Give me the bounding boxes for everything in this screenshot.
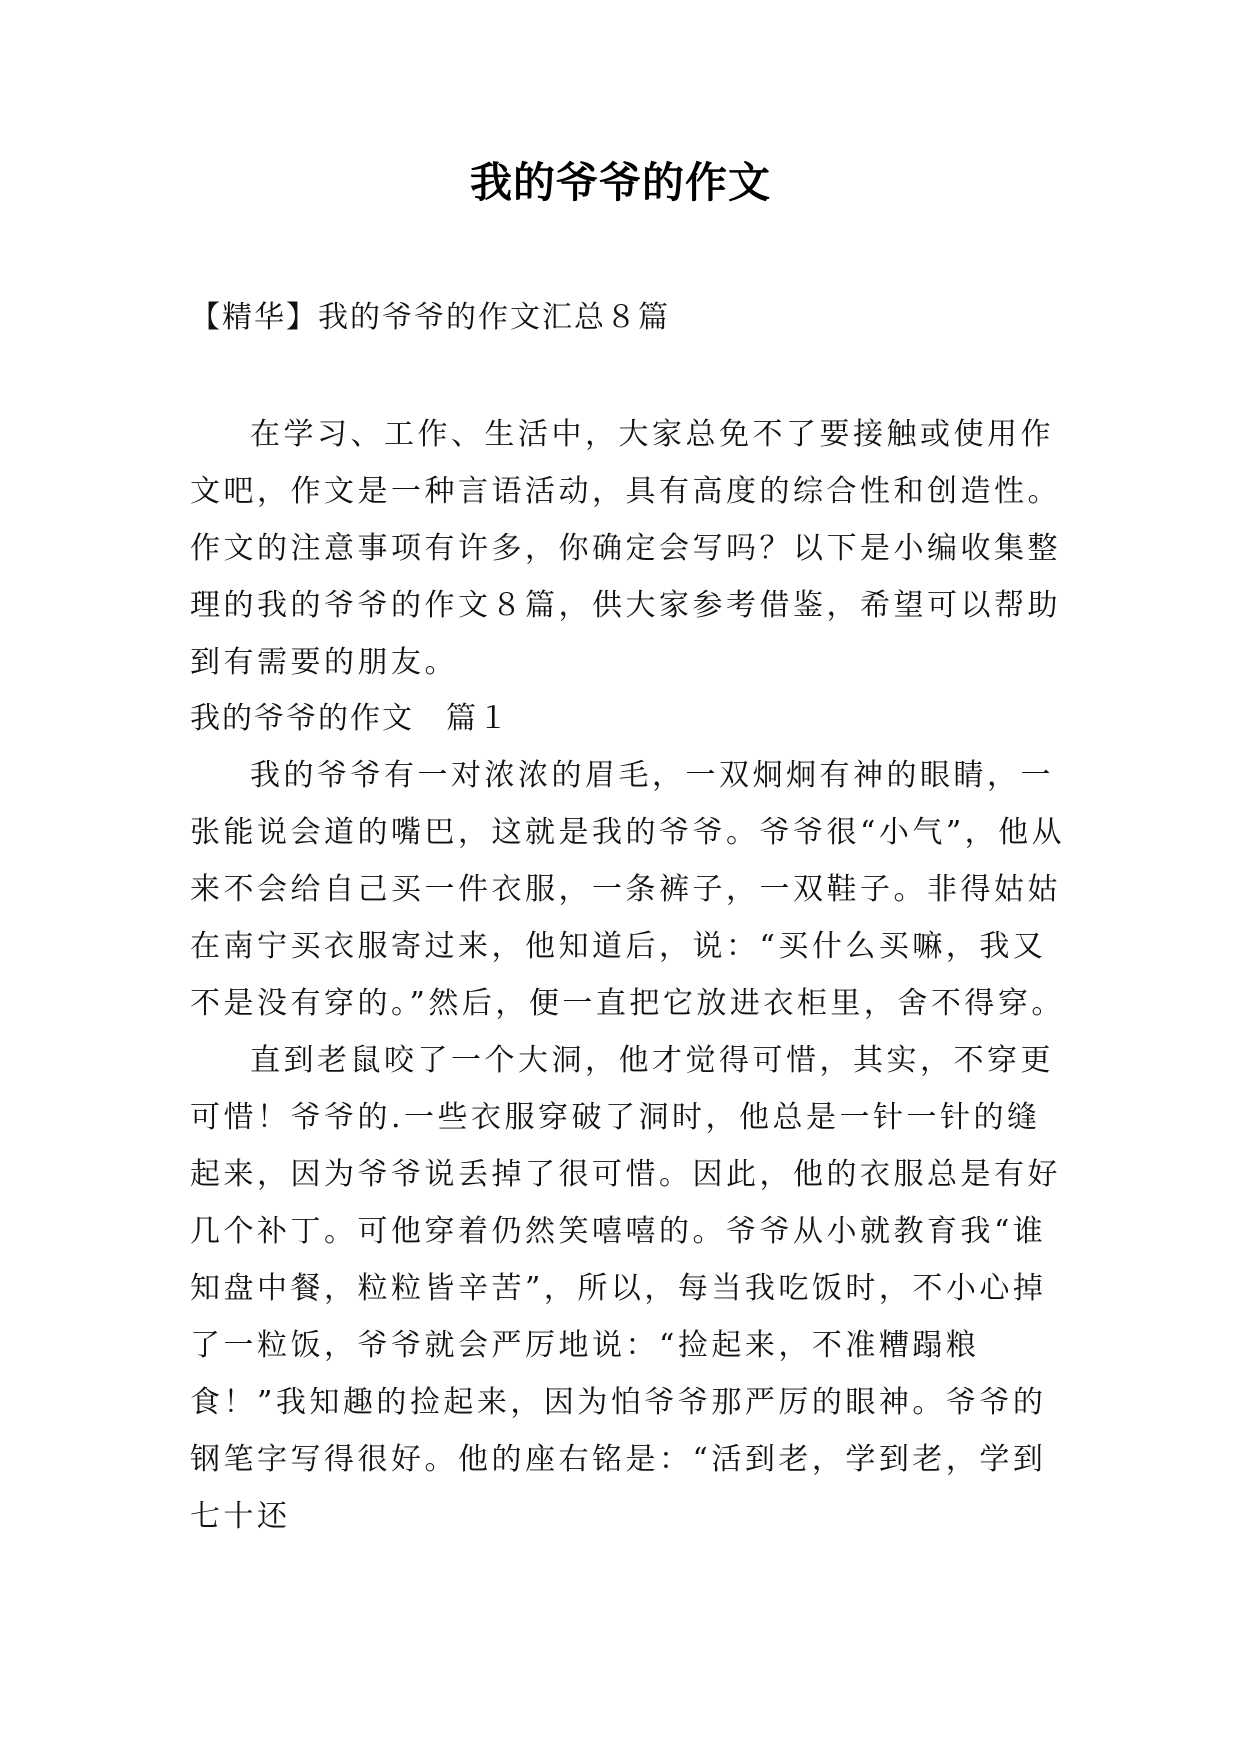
section-heading: 我的爷爷的作文 篇１ (190, 701, 510, 736)
intro-paragraph: 在学习、工作、生活中，大家总免不了要接触或使用作文吧，作文是一种言语活动，具有高度的综合性和创造性。作文的注意事项有许多，你确定会写吗？以下是小编收集整理的我的爷爷的作文８篇，供大家参考借鉴，希望可以帮助到有需要的朋友。 (190, 417, 1061, 680)
essay-section (190, 690, 1070, 1545)
document-subtitle: 【精华】我的爷爷的作文汇总８篇 (190, 300, 670, 335)
document-title: 我的爷爷的作文 (469, 158, 771, 207)
essay-paragraph-2: 直到老鼠咬了一个大洞，他才觉得可惜，其实，不穿更可惜！爷爷的.一些衣服穿破了洞时，他总是一针一针的缝起来，因为爷爷说丢掉了很可惜。因此，他的衣服总是有好几个补丁。可他穿着仍然笑嘻嘻的。爷爷从小就教育我“谁知盘中餐，粒粒皆辛苦”，所以，每当我吃饭时，不小心掉了一粒饭，爷爷就会严厉地说：“捡起来，不准糟蹋粮食！”我知趣的捡起来，因为怕爷爷那严厉的眼神。爷爷的钢笔字写得很好。他的座右铭是：“活到老，学到老，学到七十还 (190, 1043, 1061, 1534)
intro-section (190, 406, 1070, 691)
essay-paragraph-1: 我的爷爷有一对浓浓的眉毛，一双炯炯有神的眼睛，一张能说会道的嘴巴，这就是我的爷爷。爷爷很“小气”，他从来不会给自己买一件衣服，一条裤子，一双鞋子。非得姑姑在南宁买衣服寄过来，他知道后，说：“买什么买嘛，我又不是没有穿的。”然后，便一直把它放进衣柜里，舍不得穿。 (190, 758, 1066, 1021)
